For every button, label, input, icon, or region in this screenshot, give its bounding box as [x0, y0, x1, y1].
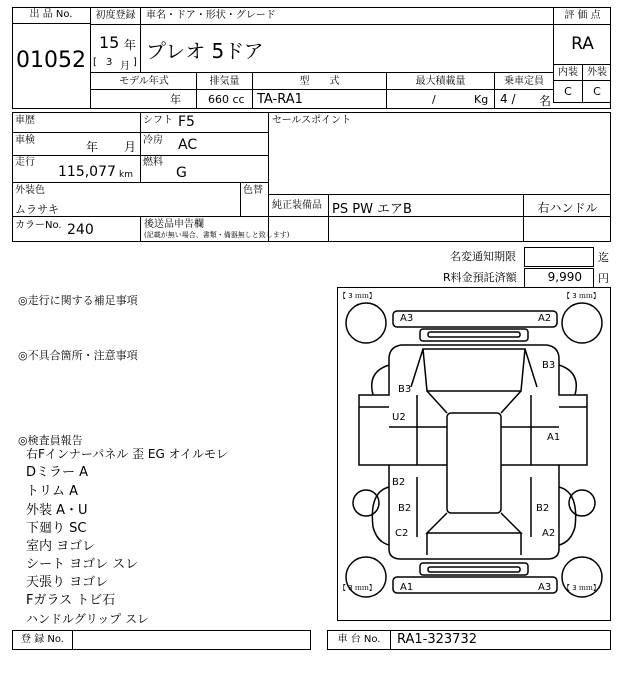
recycle-label: R料金預託済額 — [443, 271, 517, 284]
mileage-unit: km — [119, 170, 133, 180]
exterior-label: 外装 — [587, 67, 607, 78]
chassis-value: RA1-323732 — [397, 632, 477, 647]
report-line: Dミラー A — [26, 465, 89, 480]
tire-depth-front-left: 【 3 ｍｍ】 — [339, 292, 376, 300]
ac-label: 冷房 — [143, 135, 163, 146]
model-year-label: モデル年式 — [119, 76, 169, 87]
lot-value: 01052 — [16, 48, 86, 73]
header-frame — [12, 7, 611, 109]
eval-value: RA — [571, 34, 594, 54]
load-unit: Kg — [474, 93, 489, 106]
fuel-label: 燃料 — [143, 157, 163, 168]
name-value: プレオ 5ドア — [146, 39, 264, 63]
capacity-label: 乗車定員 — [504, 76, 544, 87]
month-bracket-close: ] — [133, 57, 137, 68]
type-label: 型 式 — [299, 76, 340, 87]
ext-color-label: 外装色 — [15, 185, 45, 196]
deadline-unit: 迄 — [598, 251, 609, 264]
damage-mark: U2 — [392, 412, 406, 423]
steering-value: 右ハンドル — [537, 201, 598, 215]
deadline-label: 名変通知期限 — [450, 250, 516, 263]
capacity-unit: 名 — [539, 94, 552, 108]
name-label: 車名・ドア・形状・グレード — [146, 10, 276, 21]
deadline-box — [524, 247, 594, 267]
damage-mark: A1 — [547, 432, 561, 443]
month-unit: 月 — [120, 61, 130, 72]
displacement-value: 660 cc — [208, 93, 245, 106]
genuine-label: 純正装備品 — [272, 200, 322, 211]
sales-point-label: セールスポイント — [272, 115, 352, 126]
recycle-unit: 円 — [598, 272, 609, 285]
color-no-label: カラーNo. — [15, 220, 62, 231]
model-year-unit: 年 — [170, 93, 181, 106]
tire-depth-front-right: 【 3 ｍｍ】 — [563, 292, 600, 300]
damage-mark: A2 — [542, 528, 556, 539]
damage-mark: B3 — [542, 360, 556, 371]
recycle-value: 9,990 — [547, 270, 582, 284]
defect-notes-title: ◎不具合箇所・注意事項 — [18, 349, 138, 362]
shift-value: F5 — [178, 114, 195, 130]
inspection-month-unit: 月 — [124, 140, 137, 154]
car-damage-diagram — [337, 287, 611, 621]
mileage-label: 走行 — [15, 157, 35, 168]
report-line: 右Fインナーパネル 歪 EG オイルモレ — [26, 447, 229, 461]
month-bracket-open: [ — [93, 57, 97, 68]
color-no-value: 240 — [67, 222, 94, 238]
report-line: 天張り ヨゴレ — [26, 575, 109, 590]
report-line: 室内 ヨゴレ — [26, 539, 96, 554]
repaint-label: 色替 — [243, 185, 263, 196]
damage-mark: B2 — [536, 503, 550, 514]
damage-mark: A3 — [538, 582, 552, 593]
year-value: 15 — [99, 33, 120, 52]
chassis-label: 車 台 No. — [337, 634, 381, 645]
damage-mark: A1 — [400, 582, 414, 593]
capacity-value: 4 / — [500, 92, 516, 106]
exterior-value: C — [593, 85, 601, 98]
interior-value: C — [564, 85, 572, 98]
report-line: ハンドルグリップ スレ — [26, 612, 150, 626]
mileage-value: 115,077 — [58, 164, 116, 180]
report-line: Fガラス トビ石 — [26, 593, 116, 608]
displacement-label: 排気量 — [209, 76, 240, 87]
month-value: 3 — [106, 57, 113, 68]
shift-label: シフト — [143, 115, 173, 126]
report-line: トリム A — [26, 484, 79, 499]
load-value: / — [432, 93, 436, 106]
load-label: 最大積載量 — [415, 76, 466, 87]
docs-label: 後送品申告欄 — [144, 219, 204, 230]
damage-mark: A2 — [538, 313, 552, 324]
ac-value: AC — [178, 137, 198, 153]
driving-notes-title: ◎走行に関する補足事項 — [18, 294, 138, 307]
tire-depth-rear-right: 【 3 ｍｍ】 — [563, 584, 600, 592]
year-unit: 年 — [124, 38, 137, 52]
registration-label: 登 録 No. — [21, 634, 64, 645]
damage-mark: C2 — [395, 528, 409, 539]
damage-mark: B2 — [398, 503, 412, 514]
ext-color-value: ムラサキ — [15, 203, 59, 216]
damage-mark: B3 — [398, 384, 412, 395]
interior-label: 内装 — [558, 67, 578, 78]
damage-mark: B2 — [392, 477, 406, 488]
first-reg-label: 初度登録 — [95, 10, 136, 21]
damage-mark: A3 — [400, 313, 414, 324]
report-line: 外装 A・U — [26, 503, 88, 518]
eval-label: 評 価 点 — [564, 10, 601, 21]
report-line: 下廻り SC — [26, 521, 87, 536]
fuel-value: G — [176, 165, 187, 181]
genuine-value: PS PW エアB — [332, 202, 412, 217]
inspection-label: 車検 — [15, 135, 35, 146]
docs-note: (記載が無い場合、書類・備器無しと致します) — [144, 231, 290, 239]
inspector-report-title: ◎検査員報告 — [18, 434, 83, 447]
type-value: TA-RA1 — [257, 92, 303, 107]
tire-depth-rear-left: 【 3 ｍｍ】 — [339, 584, 376, 592]
lot-label: 出 品 No. — [29, 9, 73, 20]
history-label: 車歴 — [15, 115, 35, 126]
inspection-year-unit: 年 — [86, 140, 99, 154]
report-line: シート ヨゴレ スレ — [26, 557, 139, 572]
